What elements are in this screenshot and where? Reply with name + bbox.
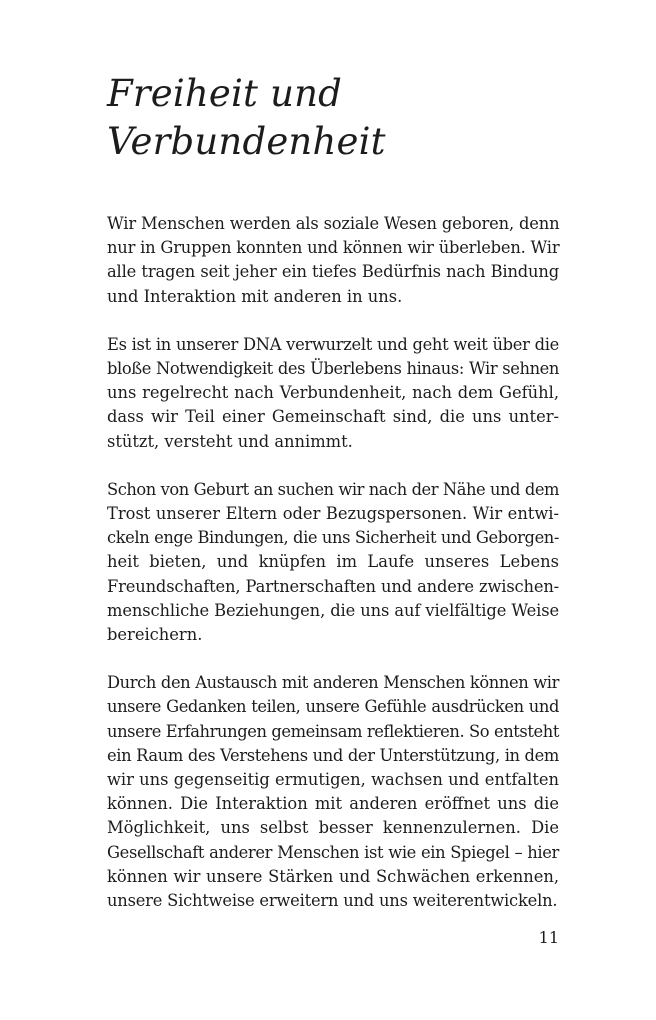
paragraph-line: unsere Sichtweise erweitern und uns weiterentwickeln.	[107, 891, 558, 911]
paragraph-line: ein Raum des Verstehens und der Unterstützung, in dem	[107, 745, 559, 765]
paragraph	[107, 671, 559, 913]
paragraph-line: menschliche Beziehungen, die uns auf vielfältige Weise	[107, 600, 560, 620]
chapter-title-line-2: Verbundenheit	[107, 120, 386, 163]
paragraph-line: Trost unserer Eltern oder Bezugspersonen. Wir entwi-	[107, 504, 559, 524]
paragraph-line: alle tragen seit jeher ein tiefes Bedürfnis nach Bindung	[107, 262, 559, 282]
paragraph	[107, 478, 559, 647]
paragraph-line: Schon von Geburt an suchen wir nach der Nähe und dem	[107, 479, 559, 499]
paragraph	[107, 212, 559, 309]
paragraph	[107, 333, 559, 454]
chapter-body	[107, 212, 559, 913]
paragraph-line: und Interaktion mit anderen in uns.	[107, 286, 403, 306]
paragraph-line: nur in Gruppen konnten und können wir überleben. Wir	[107, 238, 560, 258]
chapter-title	[107, 70, 559, 166]
paragraph-line: ckeln enge Bindungen, die uns Sicherheit und Geborgen-	[107, 528, 559, 548]
paragraph-line: unsere Gedanken teilen, unsere Gefühle ausdrücken und	[107, 697, 559, 717]
paragraph-line: stützt, versteht und annimmt.	[107, 431, 353, 451]
paragraph-line: unsere Erfahrungen gemeinsam reflektieren. So entsteht	[107, 721, 559, 741]
paragraph-line: Freundschaften, Partnerschaften und andere zwischen-	[107, 576, 559, 596]
paragraph-line: heit bieten, und knüpfen im Laufe unseres Lebens	[107, 552, 559, 572]
paragraph-line: Möglichkeit, uns selbst besser kennenzulernen. Die	[107, 818, 559, 838]
paragraph-line: Wir Menschen werden als soziale Wesen geboren, denn	[107, 214, 560, 233]
paragraph-line: bereichern.	[107, 625, 203, 645]
paragraph-line: können. Die Interaktion mit anderen eröffnet uns die	[107, 794, 559, 814]
paragraph-line: uns regelrecht nach Verbundenheit, nach dem Gefühl,	[107, 383, 559, 403]
paragraph-line: dass wir Teil einer Gemeinschaft sind, die uns unter-	[107, 407, 559, 427]
paragraph-line: bloße Notwendigkeit des Überlebens hinaus: Wir sehnen	[107, 359, 559, 379]
paragraph-line: können wir unsere Stärken und Schwächen erkennen,	[107, 866, 559, 886]
paragraph-line: Durch den Austausch mit anderen Menschen können wir	[107, 673, 559, 693]
paragraph-line: Gesellschaft anderer Menschen ist wie ein Spiegel – hier	[107, 842, 559, 862]
paragraph-line: Es ist in unserer DNA verwurzelt und geht weit über die	[107, 334, 559, 354]
chapter-title-line-1: Freiheit und	[107, 72, 343, 115]
book-page	[107, 70, 559, 937]
page-number: 11	[538, 928, 559, 947]
paragraph-line: wir uns gegenseitig ermutigen, wachsen und entfalten	[107, 770, 559, 790]
